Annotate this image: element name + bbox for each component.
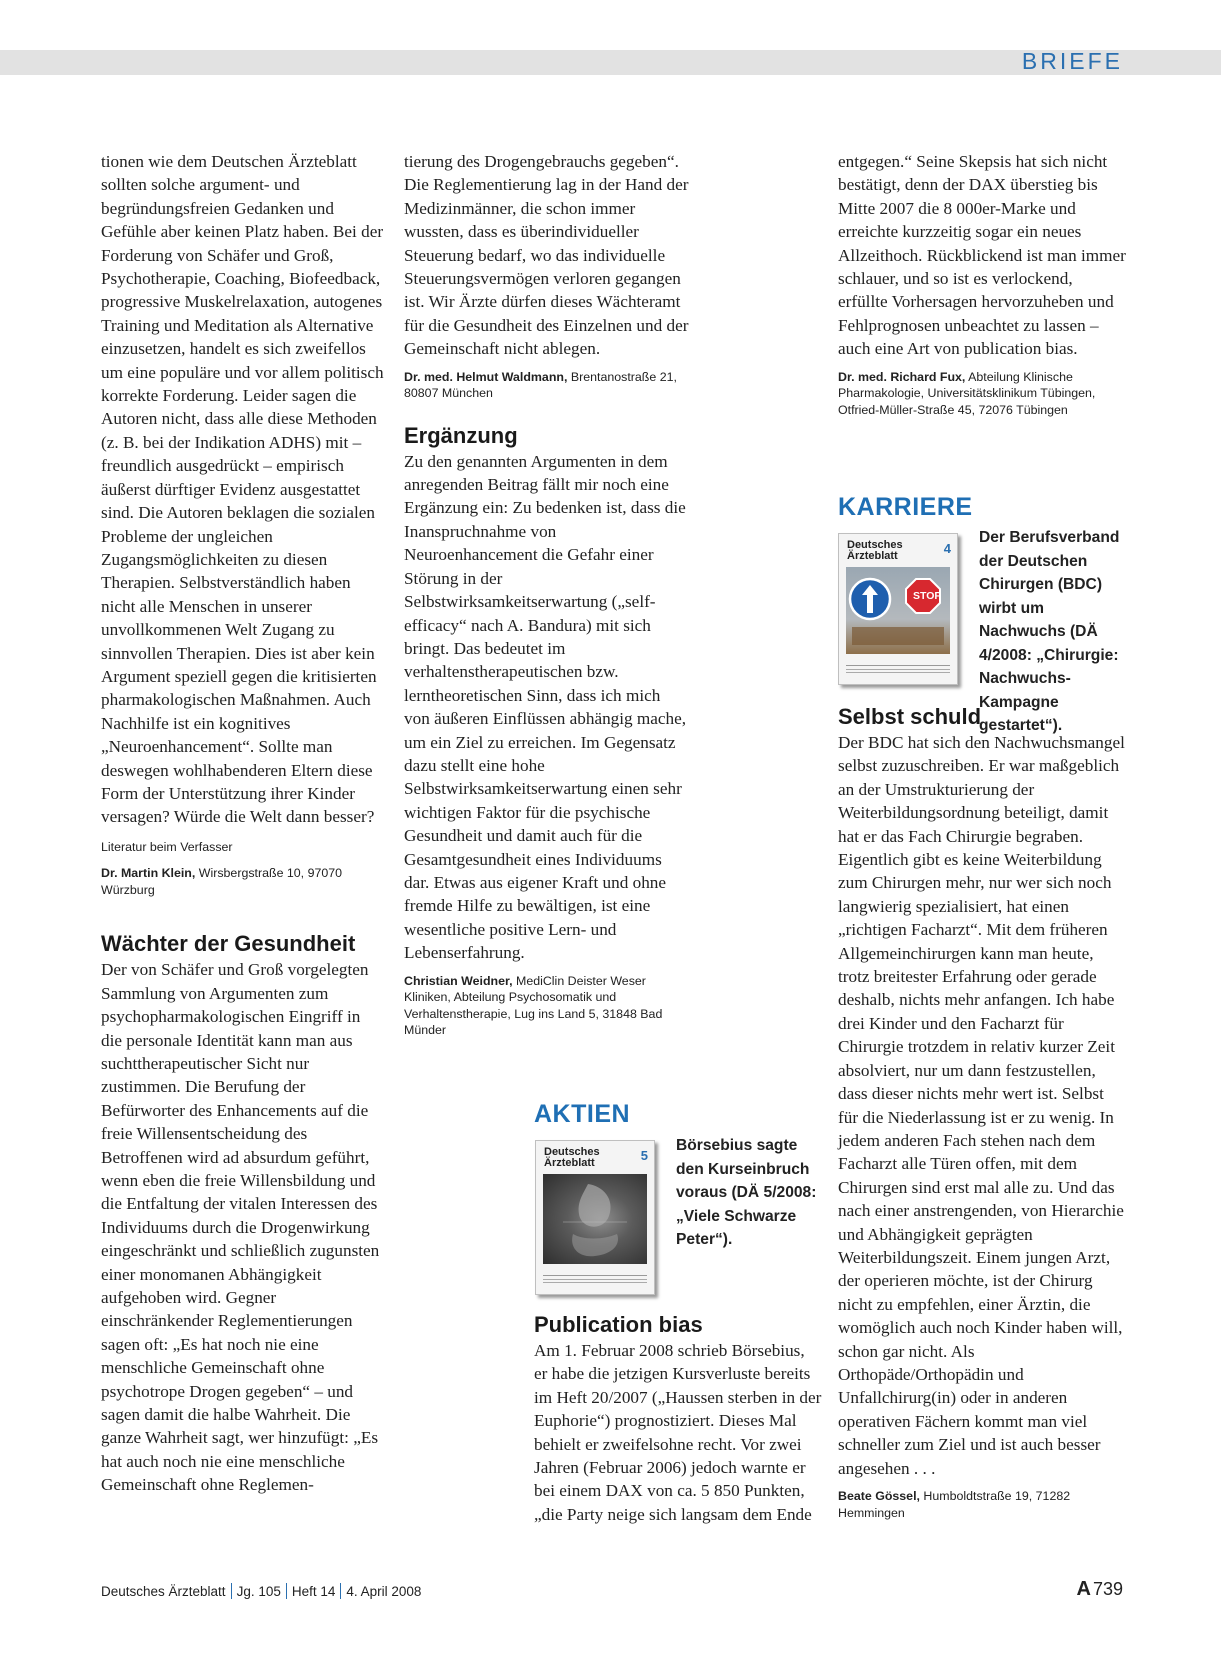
author-credit: [101, 865, 384, 898]
literature-note: Literatur beim Verfasser: [101, 839, 233, 854]
cover-issue-number: 5: [640, 1148, 648, 1163]
page-footer: [101, 1583, 421, 1599]
stop-sign-text: STOP: [913, 590, 942, 602]
article-text: Am 1. Februar 2008 schrieb Börsebius, er habe die jetzigen Kursverluste bereits im Heft 20/2007 („Haussen sterben in der Euphorie“) prognostiziert. Dieses Mal behielt er zweifelsohne recht. Vor zwei Jahren (Februar 2006) jedoch warnte er bei einem DAX von ca. 5 850 Punkten, „die Party neige sich langsam dem Ende: [534, 1341, 822, 1524]
journal-name: Deutsches Ärzteblatt: [101, 1584, 226, 1599]
author-address: Brentanostraße 21, 80807 München: [404, 369, 677, 401]
author-name: Dr. med. Helmut Waldmann,: [404, 369, 568, 384]
author-address: MediClin Deister Weser Kliniken, Abteilung Psychosomatik und Verhaltenstherapie, Lug ins Land 5, 31848 Bad Münder: [404, 973, 663, 1038]
stomach-illustration-icon: [543, 1174, 647, 1264]
section-label: BRIEFE: [1021, 48, 1123, 74]
article-text: tierung des Drogengebrauchs gegeben“. Die Reglementierung lag in der Hand der Medizinmänner, die schon immer wussten, dass es überindividueller Steuerung bedarf, wo das individuelle Steuerungsvermögen verloren gegangen ist. Wir Ärzte dürfen dieses Wächteramt für die Gesundheit des Einzelnen und der Gemeinschaft nicht ablegen.: [404, 152, 689, 359]
cover-text-lines: [846, 665, 950, 676]
author-address: Wirsbergstraße 10, 97070 Würzburg: [101, 866, 343, 897]
footer-separator: [231, 1583, 232, 1599]
column-4-article: [838, 703, 1126, 1521]
page-number-value: 739: [1092, 1579, 1123, 1599]
teaser-caption: Börsebius sagte den Kurseinbruch voraus (DÄ 5/2008: „Viele Schwarze Peter“).: [676, 1137, 817, 1248]
road-signs-illustration-icon: [846, 567, 950, 654]
author-name: Dr. Martin Klein,: [101, 866, 196, 881]
footer-separator: [286, 1583, 287, 1599]
article-text: Der BDC hat sich den Nachwuchsmangel selbst zuzuschreiben. Er war maßgeblich an der Umstrukturierung der Weiterbildungsordnung beteiligt, damit hat er das Fach Chirurgie begraben. Eigentlich gibt es keine Weiterbildung zum Chirurgen mehr, nur wer sich noch langwierig spezialisiert, hat einen „richtigen Facharzt“. Mit dem früheren Allgemeinchirurgen kann man heute, trotz breitester Erfahrung oder gerade deshalb, nichts mehr anfangen. Ich habe drei Kinder und den Facharzt für Chirurgie trotzdem in relativ kurzer Zeit absolviert, nur um dann festzustellen, dass dieser nichts mehr wert ist. Selbst für die Niederlassung ist er zu wenig. In jedem anderen Fach stehen nach dem Facharzt alle Türen offen, mit dem Chirurgen sind erst mal alle zu. Und das nach einer anstrengenden, von Hierarchie und Abhängigkeit geprägten Weiterbildungszeit. Einem jungen Arzt, der operieren möchte, ist der Chirurg nicht zu empfehlen, einer Ärztin, die womöglich auch noch Kinder haben will, schon gar nicht. Als Orthopäde/Orthopädin und Unfallchirurg(in) oder in anderen operativen Fächern kommt man viel schneller zum Ziel und ist auch besser angesehen . . .: [838, 733, 1125, 1478]
cover-image: [846, 567, 950, 654]
section-kicker: KARRIERE: [838, 493, 973, 521]
page-number: [1077, 1578, 1124, 1601]
karriere-teaser: [838, 493, 1128, 522]
column-2: [404, 150, 690, 1039]
section-kicker: AKTIEN: [534, 1100, 631, 1128]
page-prefix: A: [1076, 1578, 1091, 1600]
author-credit: [404, 369, 690, 402]
author-credit: [404, 973, 690, 1039]
cover-title: Deutsches Ärzteblatt: [544, 1146, 600, 1169]
teaser-caption: Der Berufsverband der Deutschen Chirurgen (BDC) wirbt um Nachwuchs (DÄ 4/2008: „Chirurgie: Nachwuchs-Kampagne gestartet“).: [979, 529, 1120, 734]
author-address: Abteilung Klinische Pharmakologie, Universitätsklinikum Tübingen, Otfried-Müller-Straße 45, 72076 Tübingen: [838, 369, 1096, 417]
cover-title: Deutsches Ärzteblatt: [847, 539, 903, 562]
author-name: Beate Gössel,: [838, 1489, 920, 1503]
article-headline: Publication bias: [534, 1312, 703, 1337]
article-text: entgegen.“ Seine Skepsis hat sich nicht bestätigt, denn der DAX überstieg bis Mitte 2007 die 8 000er-Marke und erreichte kurzzeitig sogar ein neues Allzeithoch. Rückblickend ist man immer schlauer, und so ist es verlockend, erfüllte Vorhersagen hervorzuheben und Fehlprognosen unbeachtet zu lassen – auch eine Art von publication bias.: [838, 152, 1126, 359]
author-credit: [838, 1488, 1126, 1521]
article-text: tionen wie dem Deutschen Ärzteblatt sollten solche argument- und begründungsfreien Gedanken und Gefühle aber keinen Platz haben. Bei der Forderung von Schäfer und Groß, Psychotherapie, Coaching, Biofeedback, progressive Muskelrelaxation, autogenes Training und Meditation als Alternative einzusetzen, handelt es sich zweifellos um eine populäre und vor allem politisch korrekte Forderung. Leider sagen die Autoren nicht, dass alle diese Methoden (z. B. bei der Indikation ADHS) mit – freundlich ausgedrückt – empirisch äußerst dürftiger Evidenz ausgestattet sind. Die Autoren beklagen die sozialen Probleme der ungleichen Zugangsmöglichkeiten zu diesen Therapien. Selbstverständlich haben nicht alle Menschen in unserer unvollkommenen Welt Zugang zu sinnvollen Therapien. Dies ist aber kein Argument speziell gegen die kritisierten pharmakologischen Maßnahmen. Auch Nachhilfe ist ein kognitives „Neuroenhancement“. Sollte man deswegen wohlhabenderen Eltern diese Form der Unterstützung ihrer Kinder versagen? Würde die Welt dann besser?: [101, 152, 384, 827]
article-headline: Wächter der Gesundheit: [101, 931, 356, 957]
cover-issue-number: 4: [943, 541, 951, 556]
column-3-article: [534, 1311, 822, 1526]
article-text: Der von Schäfer und Groß vorgelegten Sammlung von Argumenten zum psychopharmakologischen Eingriff in die personale Identität kann man aus suchttherapeutischer Sicht nur zustimmen. Die Berufung der Befürworter des Enhancements auf die freie Willensentscheidung des Betroffenen wird ad absurdum geführt, wenn eben die freie Willensbildung und die Entfaltung der vitalen Interessen des Individuums durch die Drogenwirkung eingeschränkt und schließlich zugunsten einer monomanen Abhängigkeit aufgehoben wird. Gegner einschränkender Reglementierungen sagen oft: „Es hat noch nie eine menschliche Gemeinschaft ohne psychotrope Drogen gegeben“ – und sagen damit die halbe Wahrheit. Die ganze Wahrheit sagt, wer hinzufügt: „Es hat auch noch nie eine menschliche Gemeinschaft ohne Reglemen-: [101, 960, 380, 1495]
aktien-teaser: [534, 1100, 824, 1129]
issue-date: 4. April 2008: [346, 1584, 422, 1599]
cover-image: [543, 1174, 647, 1264]
cover-text-lines: [543, 1275, 647, 1286]
author-address: Humboldtstraße 19, 71282 Hemmingen: [838, 1489, 1071, 1520]
column-4: [838, 150, 1126, 418]
author-name: Christian Weidner,: [404, 973, 513, 988]
article-headline: Selbst schuld: [838, 704, 982, 729]
journal-volume: Jg. 105: [236, 1584, 281, 1599]
article-headline: Ergänzung: [404, 422, 518, 448]
article-text: Zu den genannten Argumenten in dem anregenden Beitrag fällt mir noch eine Ergänzung ein: Zu bedenken ist, dass die Inanspruchnahme von Neuroenhancement die Gefahr einer Störung in der Selbstwirksamkeitserwartung („self-efficacy“ nach A. Bandura) mit sich bringt. Das bedeutet im verhaltenstherapeutischen bzw. lerntheoretischen Sinn, dass ich mich von äußeren Einflüssen abhängig mache, um ein Ziel zu erreichen. Im Gegensatz dazu stellt eine hohe Selbstwirksamkeitserwartung einen sehr wichtigen Faktor für die psychische Gesundheit und damit auch für die Gesamtgesundheit eines Individuums dar. Etwas aus eigener Kraft und ohne fremde Hilfe zu bewältigen, ist eine wesentliche positive Lern- und Lebenserfahrung.: [404, 451, 687, 963]
footer-separator: [340, 1583, 341, 1599]
journal-issue: Heft 14: [291, 1584, 336, 1599]
author-name: Dr. med. Richard Fux,: [838, 369, 966, 384]
column-1: [101, 150, 384, 1497]
author-credit: [838, 369, 1126, 419]
magazine-cover-karriere: [838, 533, 958, 685]
magazine-cover-aktien: [535, 1140, 655, 1295]
